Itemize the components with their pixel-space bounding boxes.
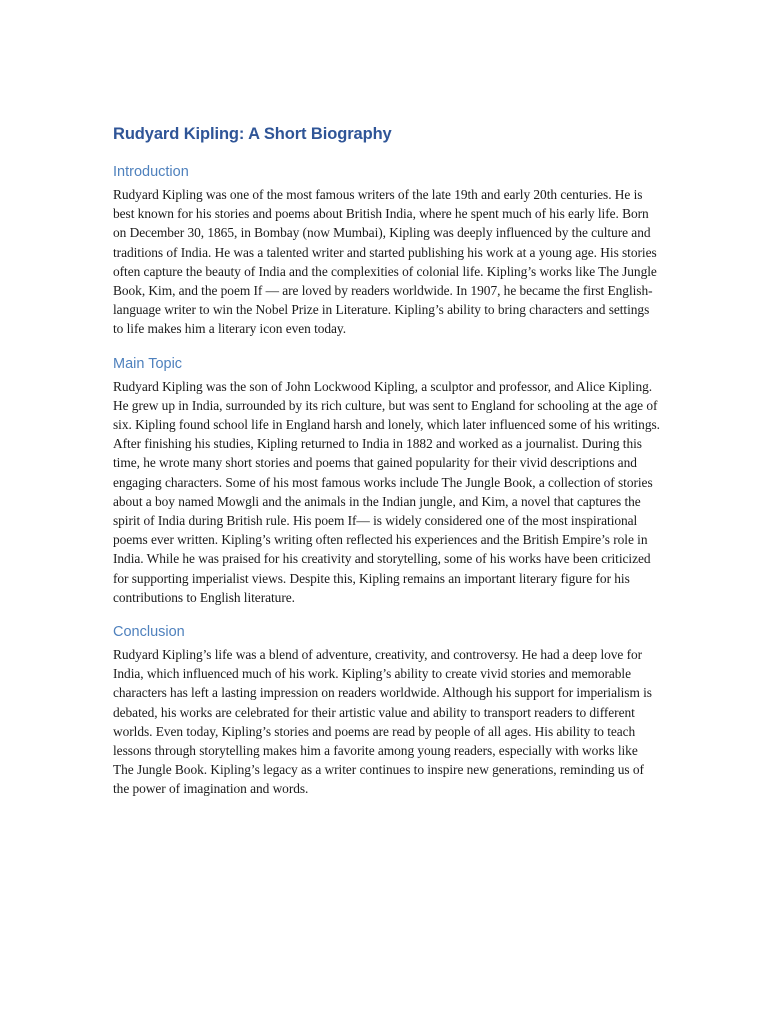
section-conclusion (113, 621, 661, 799)
section-body-conclusion: Rudyard Kipling’s life was a blend of adventure, creativity, and controversy. He had a deep love for India, which influenced much of his work. Kipling’s ability to create vivid stories and memorable characters has left a lasting impression on readers worldwide. Although his support for imperialism is debated, his works are celebrated for their artistic value and ability to transport readers to different worlds. Even today, Kipling’s stories and poems are read by people of all ages. His ability to teach lessons through storytelling makes him a favorite among young readers, especially with works like The Jungle Book. Kipling’s legacy as a writer continues to inspire new generations, reminding us of the power of imagination and words. (113, 647, 652, 797)
document-page (113, 121, 661, 813)
section-heading-main-topic: Main Topic (113, 355, 183, 372)
section-heading-conclusion: Conclusion (113, 624, 185, 641)
document-title: Rudyard Kipling: A Short Biography (113, 125, 392, 143)
section-body-introduction: Rudyard Kipling was one of the most famous writers of the late 19th and early 20th centuries. He is best known for his stories and poems about British India, where he spent much of his early life. Born on December 30, 1865, in Bombay (now Mumbai), Kipling was deeply influenced by the culture and traditions of India. He was a talented writer and started publishing his work at a young age. His stories often capture the beauty of India and the complexities of colonial life. Kipling’s works like The Jungle Book, Kim, and the poem If — are loved by readers worldwide. In 1907, he became the first English-language writer to win the Nobel Prize in Literature. Kipling’s ability to bring characters and settings to life makes him a literary icon even today. (113, 187, 657, 337)
section-main-topic (113, 353, 661, 607)
section-body-main-topic: Rudyard Kipling was the son of John Lockwood Kipling, a sculptor and professor, and Alice Kipling. He grew up in India, surrounded by its rich culture, but was sent to England for schooling at the age of six. Kipling found school life in England harsh and lonely, which later influenced some of his writings. After finishing his studies, Kipling returned to India in 1882 and worked as a journalist. During this time, he wrote many short stories and poems that gained popularity for their vivid descriptions and engaging characters. Some of his most famous works include The Jungle Book, a collection of stories about a boy named Mowgli and the animals in the Indian jungle, and Kim, a novel that captures the spirit of India during British rule. His poem If— is widely considered one of the most inspirational poems ever written. Kipling’s writing often reflected his experiences and the British Empire’s role in India. While he was praised for his creativity and storytelling, some of his works have been criticized for supporting imperialist views. Despite this, Kipling remains an important literary figure for his contributions to English literature. (113, 378, 660, 605)
section-heading-introduction: Introduction (113, 164, 189, 180)
section-introduction (113, 161, 661, 339)
